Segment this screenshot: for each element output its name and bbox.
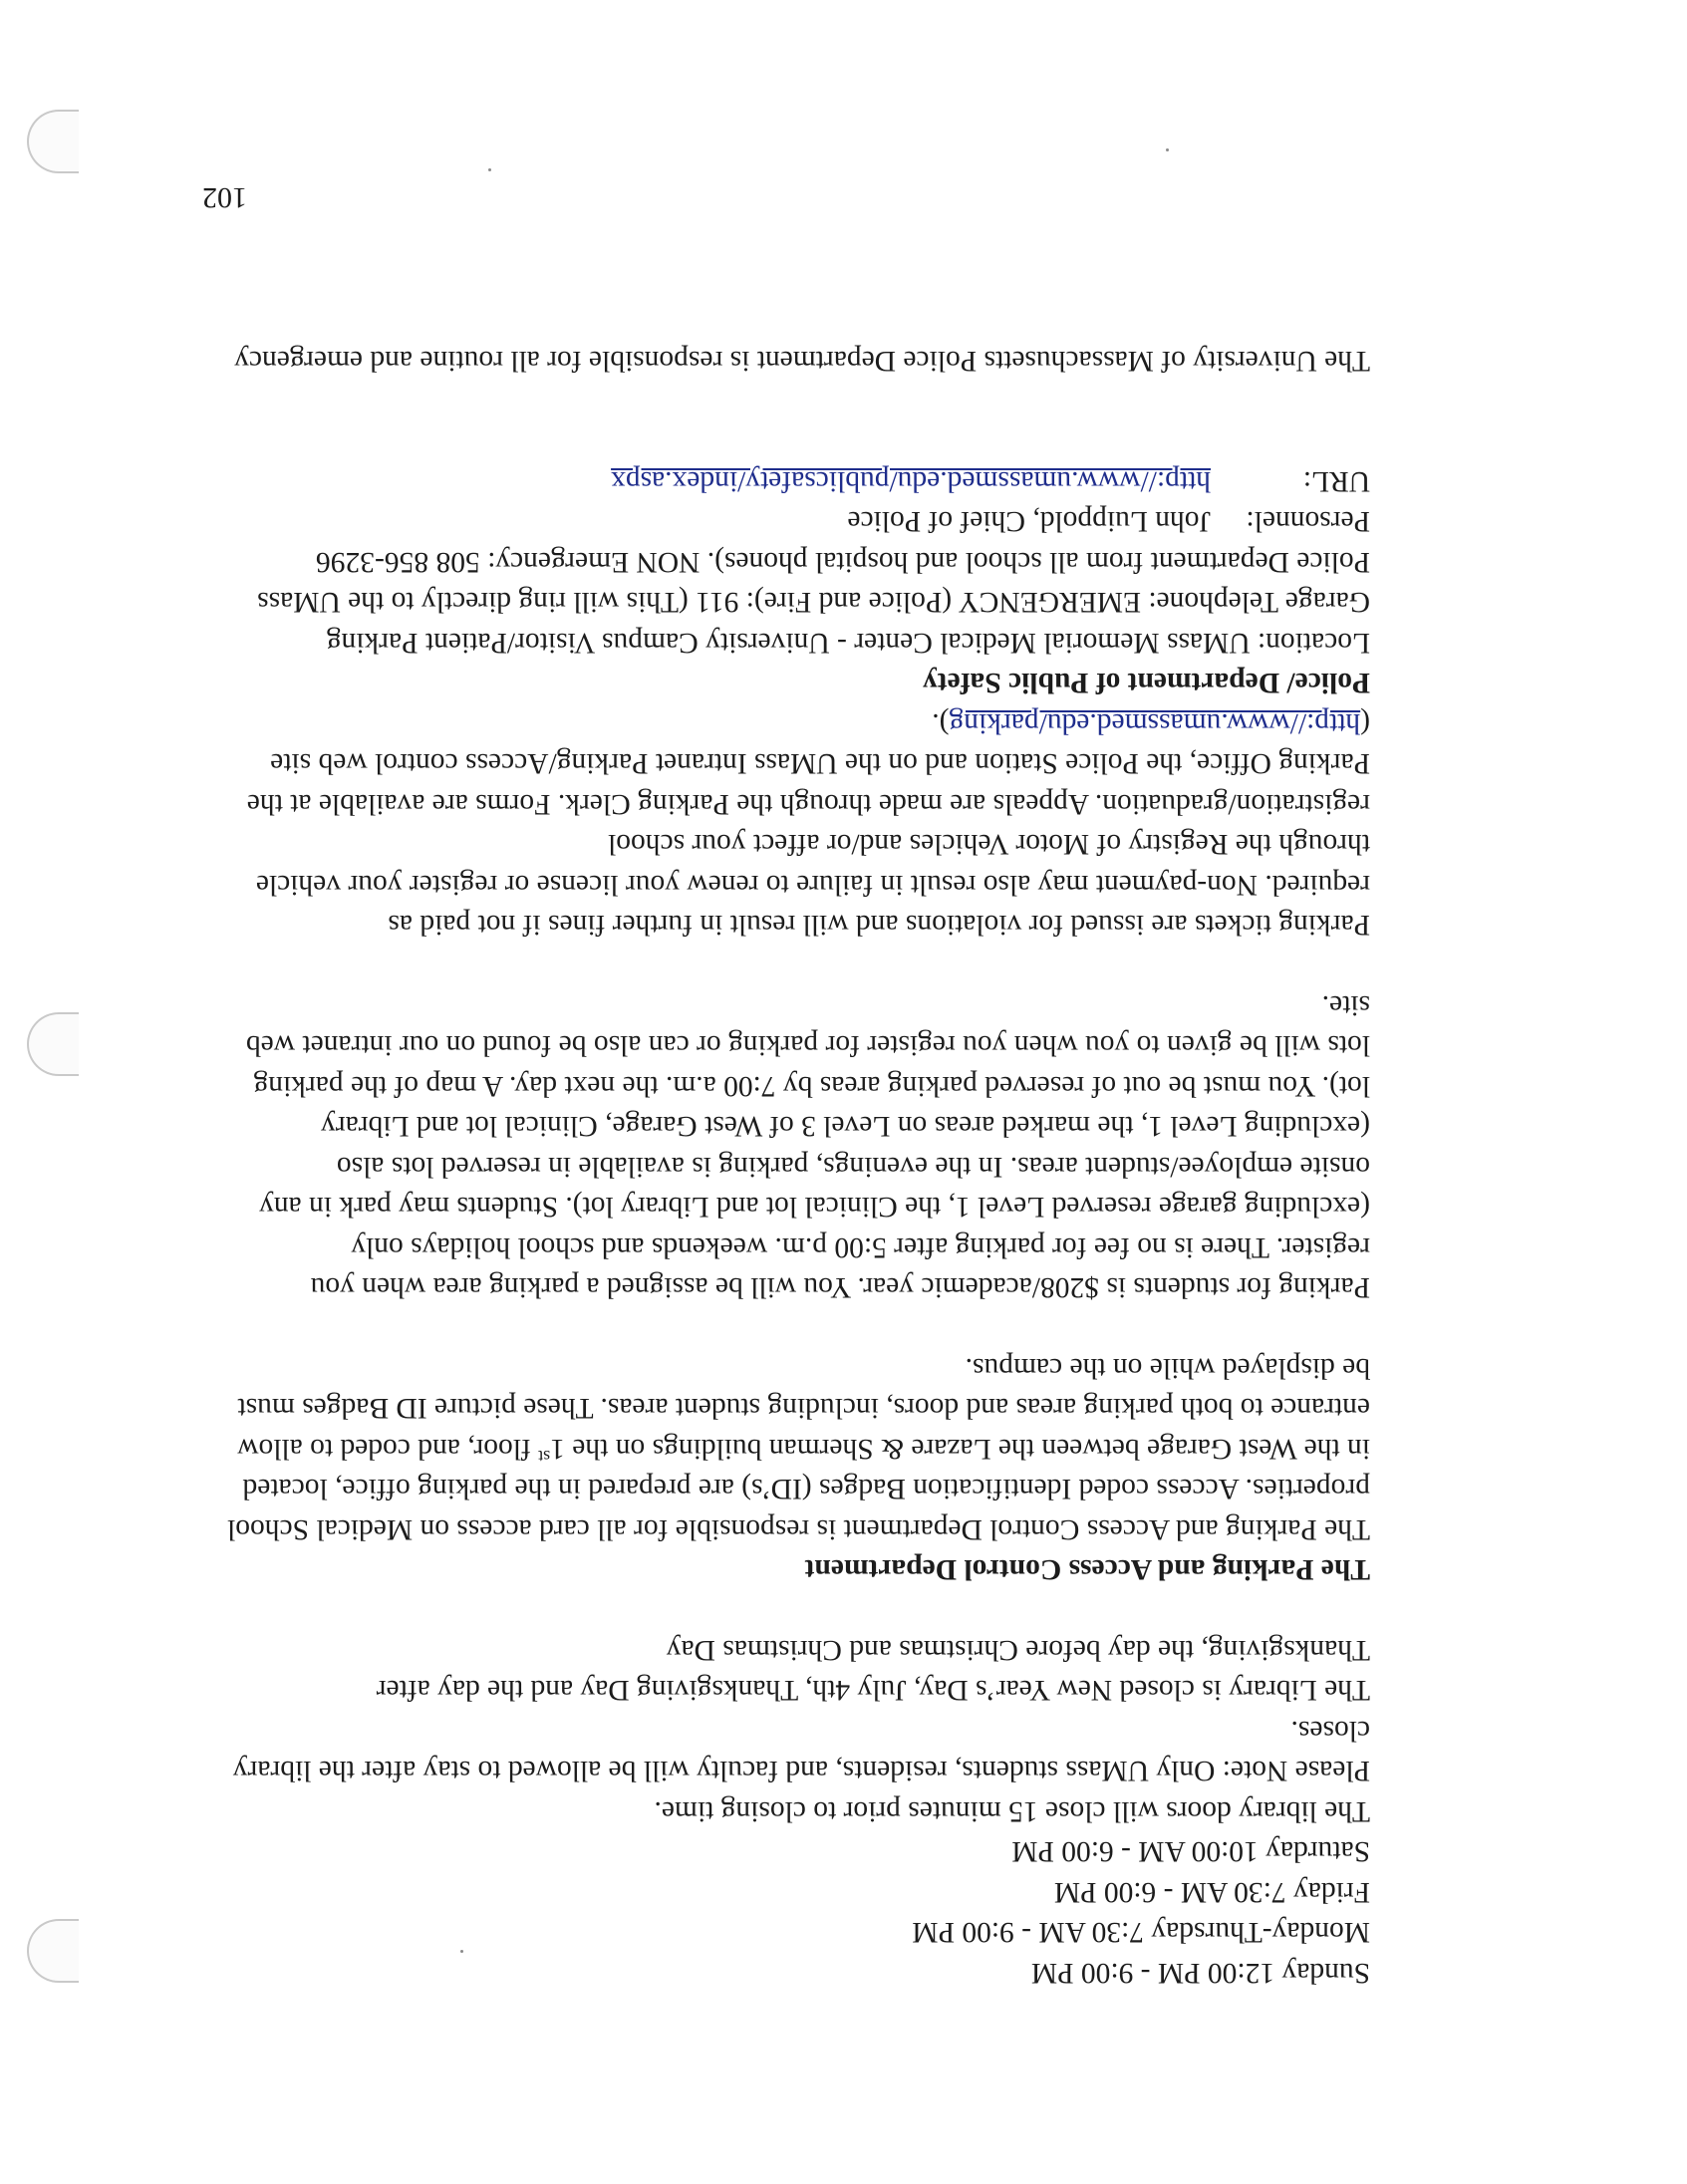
paragraph-line: Police Department from all school and hospital phones). NON Emergency: 508 856-3296: [316, 546, 1370, 578]
paragraph-line: required. Non-payment may also result in failure to renew your license or register your vehicle: [255, 869, 1370, 901]
paragraph-line: lot). You must be out of reserved parking areas by 7:00 a.m. the next day. A map of the parking: [253, 1070, 1370, 1102]
hours-line: Friday 7:30 AM - 6:00 PM: [1053, 1876, 1370, 1908]
section-heading: The Parking and Access Control Department: [804, 1553, 1370, 1586]
paragraph-line: lots will be given to you when you register for parking or can also be found on our intranet web: [245, 1029, 1370, 1062]
personnel-row: [149, 501, 1370, 542]
paragraph-line: Location: UMass Memorial Medical Center - University Campus Visitor/Patient Parking: [326, 627, 1370, 659]
public-safety-link[interactable]: http://www.umassmed.edu/publicsafety/index.aspx: [611, 465, 1211, 497]
scan-speck: [488, 168, 491, 171]
paragraph-line: [149, 703, 1370, 744]
section-heading: Police/ Department of Public Safety: [923, 667, 1370, 699]
library-closed-days: Thanksgiving, the day before Christmas and Christmas Day: [666, 1634, 1370, 1666]
paragraph-line: site.: [1321, 989, 1370, 1021]
parking-link[interactable]: http://www.umassmed.edu/parking: [949, 707, 1361, 739]
document-body: [149, 341, 1370, 1993]
library-closed-days: The Library is closed New Year’s Day, July 4th, Thanksgiving Day and the day after: [376, 1674, 1370, 1707]
library-please-note: Please Note: Only UMass students, residents, and faculty will be allowed to stay after the library: [232, 1755, 1370, 1787]
paragraph-line: The Parking and Access Control Department is responsible for all card access on Medical School: [227, 1513, 1370, 1545]
library-closing-note: The library doors will close 15 minutes prior to closing time.: [654, 1795, 1370, 1827]
police-section: [149, 341, 1370, 703]
page-number: 102: [202, 181, 247, 214]
paragraph-line: Garage Telephone: EMERGENCY (Police and Fire): 911 (This will ring directly to the UMass: [257, 586, 1370, 619]
paragraph-line: through the Registry of Motor Vehicles and/or affect your school: [608, 828, 1370, 861]
paragraph-line: registration/graduation. Appeals are made through the Parking Clerk. Forms are available at the: [246, 788, 1370, 820]
paragraph-line: Parking for students is $208/academic year. You will be assigned a parking area when you: [310, 1271, 1370, 1304]
paragraph-line: Parking tickets are issued for violations and will result in further fines if not paid as: [388, 909, 1370, 942]
paragraph-line: The University of Massachusetts Police Department is responsible for all routine and emergency: [234, 345, 1370, 378]
paragraph-line: entrance to both parking areas and doors, including student areas. These picture ID Badges must: [237, 1392, 1370, 1425]
library-please-note: closes.: [1290, 1715, 1370, 1747]
punch-hole: [27, 110, 79, 173]
hours-line: Saturday 10:00 AM - 6:00 PM: [1011, 1835, 1370, 1868]
paragraph-line: (excluding garage reserved Level 1, the Clinical lot and Library lot). Students may park in any: [259, 1191, 1370, 1224]
superscript: st: [538, 1446, 551, 1467]
hours-line: Monday-Thursday 7:30 AM - 9:00 PM: [912, 1916, 1370, 1949]
personnel-value: John Luippold, Chief of Police: [847, 505, 1211, 538]
paragraph-line: properties. Access coded Identification Badges (ID’s) are prepared in the parking office, located: [242, 1473, 1370, 1505]
paragraph-line: register. There is no fee for parking after 5:00 p.m. weekends and school holidays only: [351, 1231, 1370, 1263]
text-run: floor, and coded to allow: [237, 1433, 539, 1465]
parking-section: [149, 703, 1370, 1590]
url-row: [149, 461, 1370, 502]
text-run: in the West Garage between the Lazare & Sherman buildings on the 1: [550, 1433, 1370, 1465]
scan-speck: [1166, 148, 1169, 151]
text-run: ).: [932, 707, 950, 739]
paragraph-line: Parking Office, the Police Station and on the UMass Intranet Parking/Access control web site: [270, 747, 1370, 780]
personnel-label: Personnel:: [1246, 505, 1370, 538]
hours-line: Sunday 12:00 PM - 9:00 PM: [1030, 1957, 1370, 1989]
url-label: URL:: [1302, 465, 1370, 497]
paragraph-line: (excluding Level 1, the marked areas on Level 3 of West Garage, Clinical lot and Library: [321, 1110, 1370, 1143]
paragraph-line: [149, 1429, 1370, 1470]
paragraph-line: onsite employee/student areas. In the evenings, parking is available in reserved lots also: [336, 1151, 1370, 1183]
punch-hole: [27, 1012, 79, 1076]
paragraph-line: be displayed while on the campus.: [965, 1352, 1370, 1384]
text-run: (: [1360, 707, 1370, 739]
punch-hole: [27, 1919, 79, 1983]
library-hours: [149, 1630, 1370, 1994]
